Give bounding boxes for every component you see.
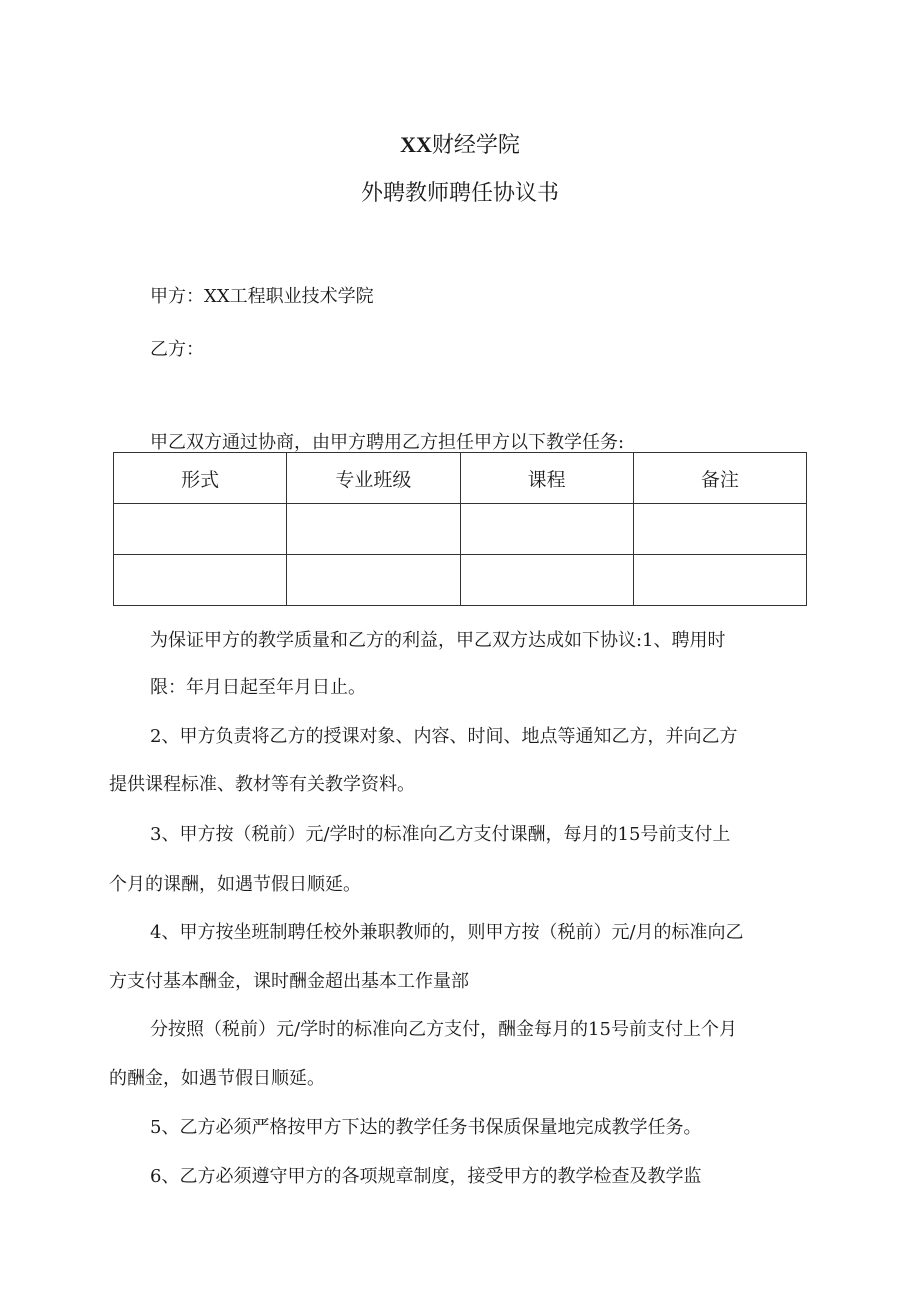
- table-header-cell: 备注: [633, 453, 806, 504]
- clause-2-line: 提供课程标准、教材等有关教学资料。: [109, 774, 415, 795]
- clause-5-line: 5、乙方必须严格按甲方下达的教学任务书保质保量地完成教学任务。: [150, 1117, 702, 1138]
- table-cell: [287, 555, 460, 606]
- clause-2-line: 2、甲方负责将乙方的授课对象、内容、时间、地点等通知乙方，并向乙方: [150, 726, 738, 747]
- clause-3-line: 个月的课酬，如遇节假日顺延。: [109, 874, 361, 895]
- table-row: [114, 504, 807, 555]
- clause-4-line: 分按照（税前）元/学时的标准向乙方支付，酬金每月的15号前支付上个月: [150, 1019, 737, 1040]
- agreement-paragraph-line: 为保证甲方的教学质量和乙方的利益，甲乙双方达成如下协议:1、聘用时: [150, 630, 726, 651]
- table-header-cell: 专业班级: [287, 453, 460, 504]
- document-title: 外聘教师聘任协议书: [360, 181, 559, 206]
- agreement-paragraph-line: 限：年月日起至年月日止。: [150, 677, 366, 698]
- teaching-task-table: [113, 452, 807, 606]
- clause-4-line: 的酬金，如遇节假日顺延。: [109, 1068, 325, 1089]
- institution-prefix: XX: [400, 132, 432, 157]
- clause-4-line: 4、甲方按坐班制聘任校外兼职教师的，则甲方按（税前）元/月的标准向乙: [150, 922, 744, 943]
- party-b-line: 乙方：: [150, 339, 204, 360]
- table-cell: [460, 555, 633, 606]
- table-cell: [287, 504, 460, 555]
- clause-6-line: 6、乙方必须遵守甲方的各项规章制度，接受甲方的教学检查及教学监: [150, 1166, 702, 1187]
- table-cell: [633, 504, 806, 555]
- table-cell: [114, 555, 287, 606]
- table-row: [114, 555, 807, 606]
- clause-3-line: 3、甲方按（税前）元/学时的标准向乙方支付课酬，每月的15号前支付上: [150, 824, 731, 845]
- table-cell: [633, 555, 806, 606]
- intro-line: 甲乙双方通过协商，由甲方聘用乙方担任甲方以下教学任务:: [150, 432, 625, 453]
- table-cell: [460, 504, 633, 555]
- party-a-line: 甲方：XX工程职业技术学院: [150, 286, 374, 307]
- table-header-row: [114, 453, 807, 504]
- institution-title: [0, 128, 920, 159]
- institution-name: 财经学院: [431, 133, 520, 158]
- clause-4-line: 方支付基本酬金，课时酬金超出基本工作量部: [109, 971, 469, 992]
- table-header-cell: 课程: [460, 453, 633, 504]
- table-header-cell: 形式: [114, 453, 287, 504]
- table-cell: [114, 504, 287, 555]
